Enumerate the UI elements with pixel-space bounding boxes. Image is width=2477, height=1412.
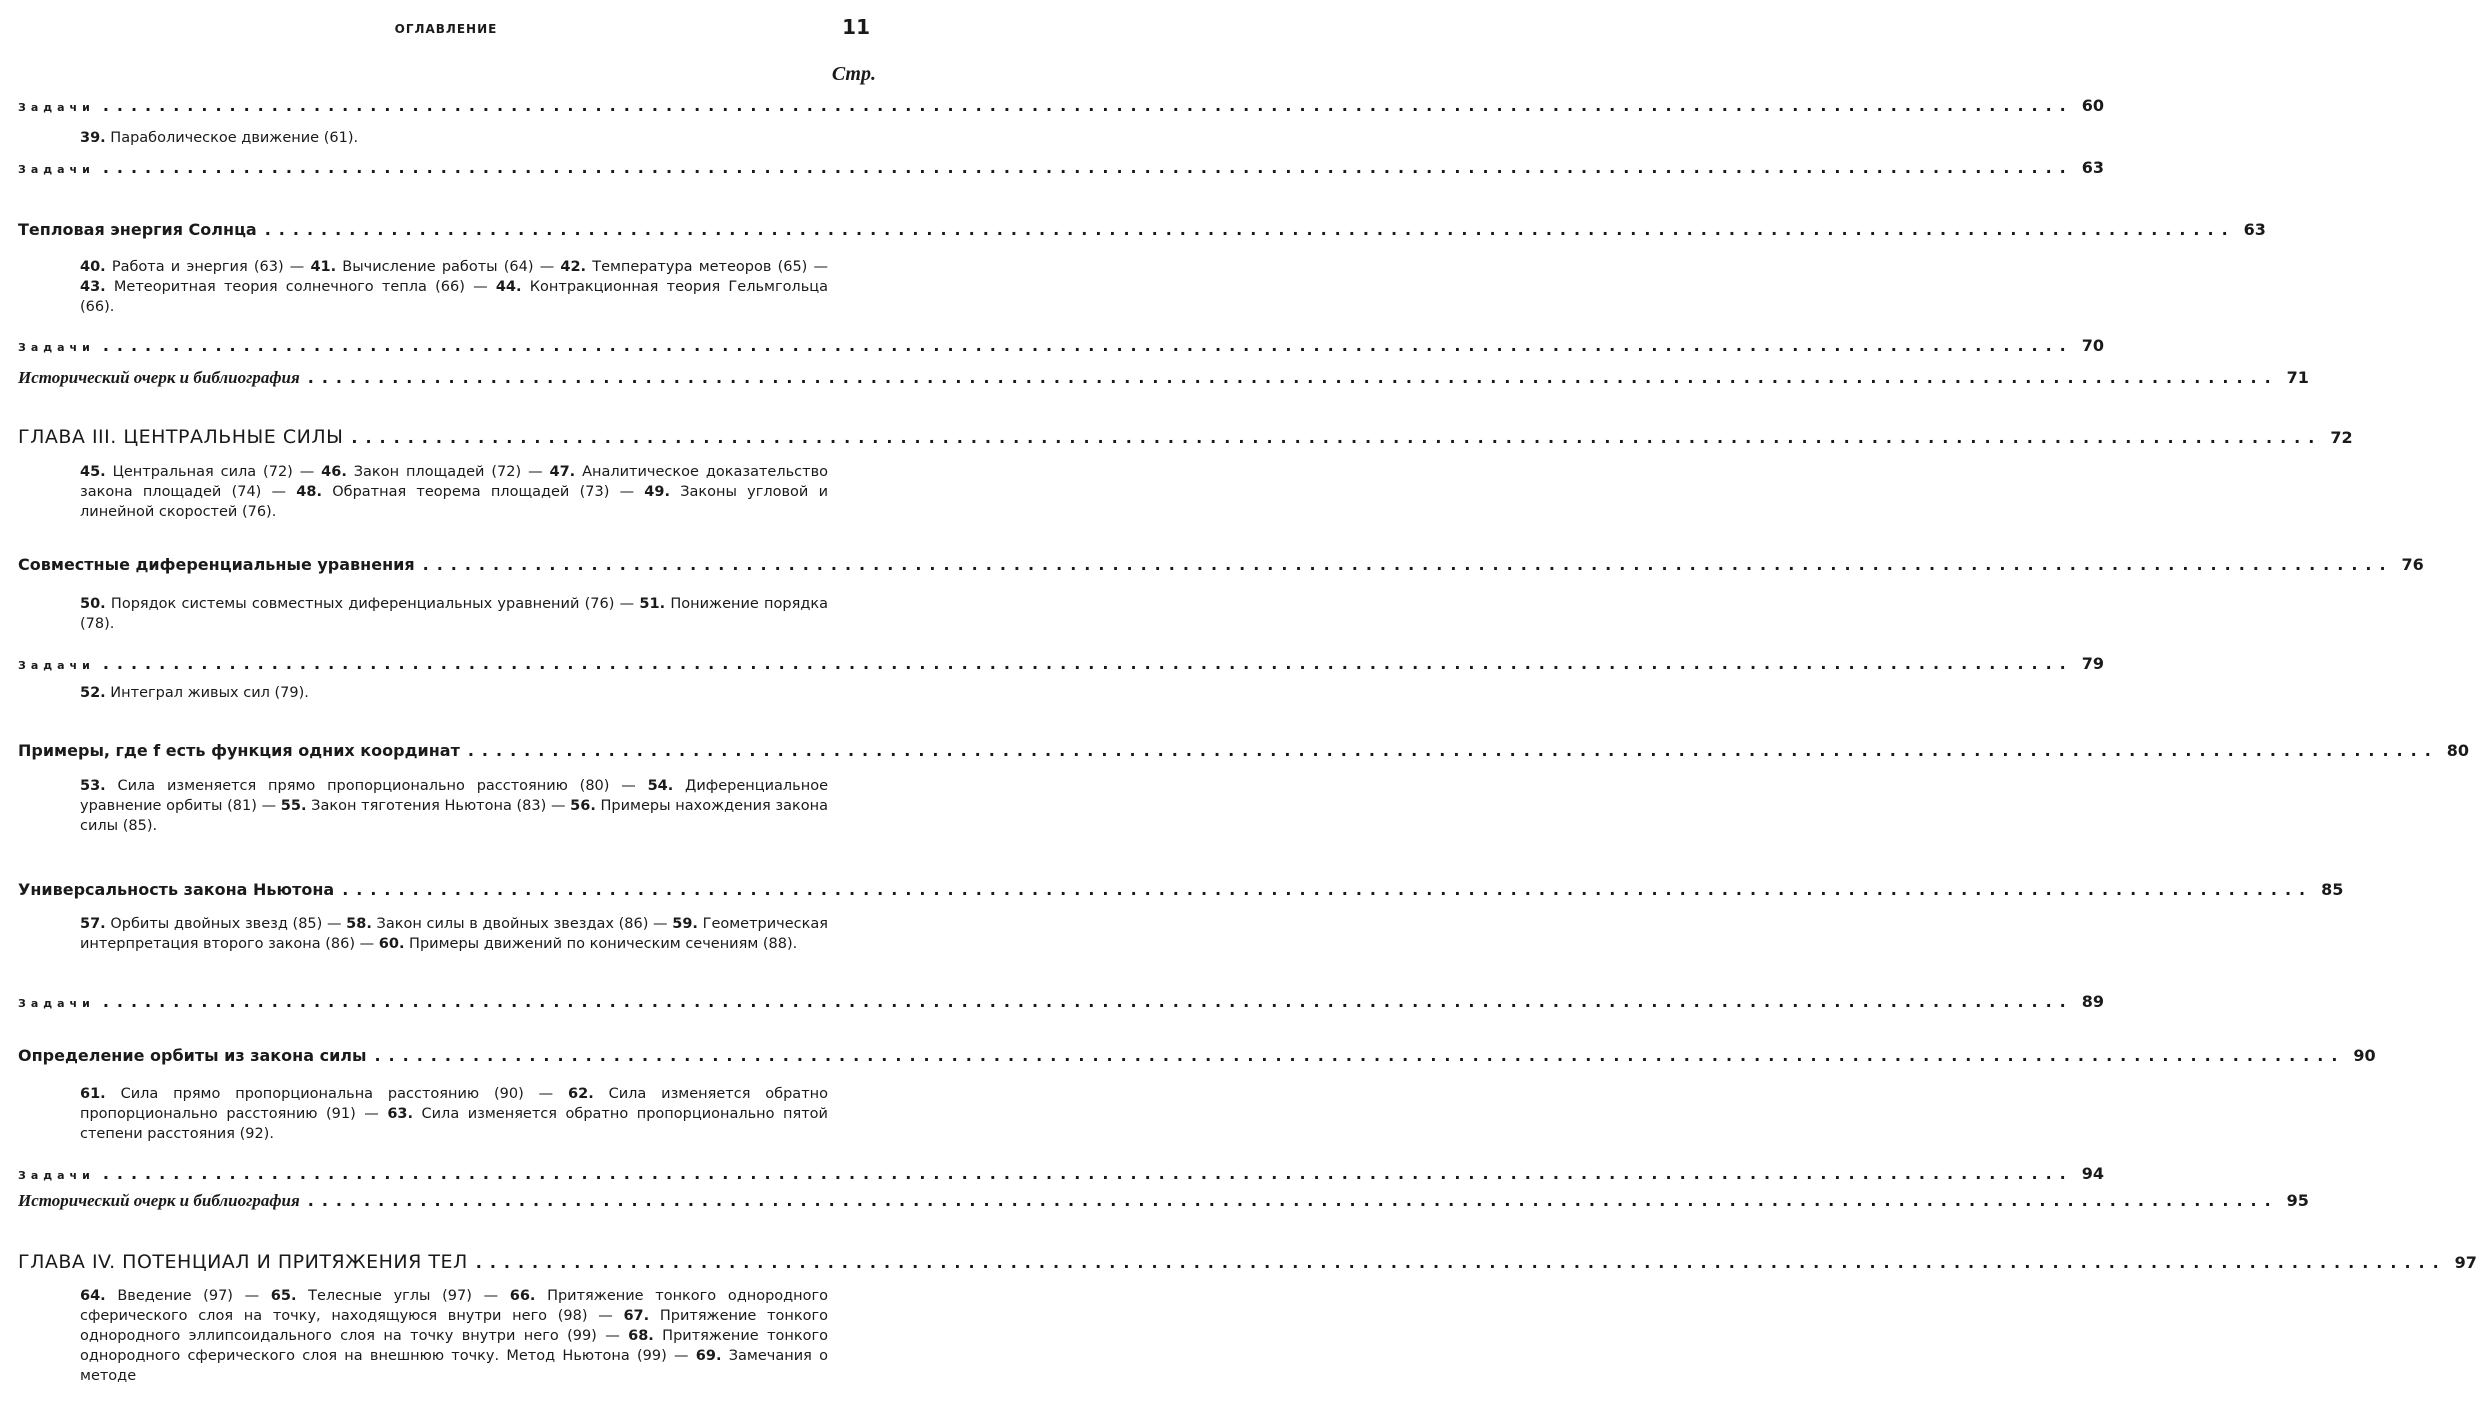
subentry-number: 63. bbox=[387, 1106, 413, 1122]
toc-entry-title: Примеры, где f есть функция одних координат bbox=[18, 741, 460, 760]
subentry-text: Контракционная теория Гельмгольца (66). bbox=[80, 279, 829, 315]
toc-entry-zadachi bbox=[18, 158, 2105, 177]
toc-entry-title: ГЛАВА III. ЦЕНТРАЛЬНЫЕ СИЛЫ bbox=[18, 426, 344, 448]
subentry-number: 54. bbox=[647, 778, 674, 794]
subentry-text: Примеры нахождения закона силы (85). bbox=[80, 798, 828, 834]
subentry-number: 62. bbox=[568, 1086, 594, 1102]
subentry-number: 53. bbox=[80, 778, 106, 794]
subentry-text: Притяжение тонкого однородного сферического слоя на точку, находящуюся внутри него (98) — bbox=[80, 1288, 829, 1324]
subentry-text: Притяжение тонкого однородного эллипсоидального слоя на точку внутри него (99) — bbox=[80, 1308, 828, 1344]
dot-leader: ............................................................................................................................................ bbox=[102, 1164, 2074, 1183]
toc-entry-page: 94 bbox=[2081, 1164, 2105, 1183]
toc-entry-zadachi bbox=[18, 1164, 2105, 1183]
subentry-text: Геометрическая интерпретация второго закона (86) — bbox=[80, 916, 828, 952]
toc-entry-title: Тепловая энергия Солнца bbox=[18, 220, 257, 239]
toc-entry-title: Определение орбиты из закона силы bbox=[18, 1046, 367, 1065]
toc-entry-zadachi bbox=[18, 336, 2105, 355]
toc-entry-history bbox=[18, 368, 2309, 388]
subentry-number: 44. bbox=[495, 279, 522, 295]
dot-leader: ............................................................................................................................................ bbox=[102, 336, 2074, 355]
page-number: 11 bbox=[842, 15, 870, 39]
subentry-number: 51. bbox=[639, 596, 666, 612]
subentry-text: Аналитическое доказательство закона площадей (74) — bbox=[80, 464, 828, 500]
subentry-number: 48. bbox=[296, 484, 322, 500]
subentry-text: Телесные углы (97) — bbox=[296, 1288, 510, 1304]
subentry-text: Примеры движений по коническим сечениям (88). bbox=[404, 936, 798, 952]
subentry-number: 43. bbox=[80, 279, 106, 295]
subentry-text: Центральная сила (72) — bbox=[105, 464, 322, 480]
toc-subentries bbox=[80, 128, 828, 148]
subentry-text: Температура метеоров (65) — bbox=[586, 259, 828, 275]
subentry-number: 60. bbox=[378, 936, 405, 952]
subentry-number: 67. bbox=[623, 1308, 650, 1324]
dot-leader: ............................................................................................................................................ bbox=[307, 1191, 2279, 1210]
toc-entry-page: 76 bbox=[2401, 555, 2424, 574]
toc-entry-page: 79 bbox=[2081, 654, 2105, 673]
running-title: ОГЛАВЛЕНИЕ bbox=[394, 22, 498, 36]
toc-entry-page: 60 bbox=[2081, 96, 2105, 115]
toc-entry-title: Задачи bbox=[18, 163, 95, 176]
toc-entry-page: 63 bbox=[2243, 220, 2266, 239]
dot-leader: ............................................................................................................................................ bbox=[102, 158, 2074, 177]
subentry-text: Сила изменяется прямо пропорционально расстоянию (80) — bbox=[105, 778, 648, 794]
subentry-text: Порядок системы совместных диференциальных уравнений (76) — bbox=[105, 596, 640, 612]
toc-entry-title: ГЛАВА IV. ПОТЕНЦИАЛ И ПРИТЯЖЕНИЯ ТЕЛ bbox=[18, 1251, 468, 1273]
toc-entry-zadachi bbox=[18, 654, 2105, 673]
subentry-number: 59. bbox=[672, 916, 698, 932]
toc-entry-section bbox=[18, 880, 2344, 899]
toc-subentries bbox=[80, 776, 828, 836]
subentry-text: Закон площадей (72) — bbox=[346, 464, 550, 480]
toc-subentries bbox=[80, 1286, 828, 1386]
subentry-number: 49. bbox=[644, 484, 670, 500]
toc-entry-section bbox=[18, 1046, 2376, 1065]
subentry-number: 69. bbox=[695, 1348, 722, 1364]
subentry-text: Сила изменяется обратно пропорционально пятой степени расстояния (92). bbox=[80, 1106, 828, 1142]
toc-entry-page: 89 bbox=[2081, 992, 2105, 1011]
subentry-number: 42. bbox=[560, 259, 587, 275]
dot-leader: ............................................................................................................................................ bbox=[102, 96, 2074, 115]
subentry-text: Вычисление работы (64) — bbox=[336, 259, 561, 275]
dot-leader: ............................................................................................................................................ bbox=[102, 654, 2074, 673]
dot-leader: ............................................................................................................................................ bbox=[475, 1253, 2447, 1272]
toc-entry-title: Исторический очерк и библиография bbox=[18, 368, 300, 387]
toc-subentries bbox=[80, 914, 828, 954]
toc-entry-chapter bbox=[18, 1251, 2477, 1273]
dot-leader: ............................................................................................................................................ bbox=[307, 368, 2279, 387]
subentry-number: 65. bbox=[270, 1288, 297, 1304]
toc-entry-section bbox=[18, 555, 2424, 574]
subentry-text: Сила прямо пропорциональна расстоянию (90) — bbox=[105, 1086, 569, 1102]
subentry-number: 57. bbox=[80, 916, 106, 932]
subentry-number: 58. bbox=[346, 916, 372, 932]
toc-entry-chapter bbox=[18, 426, 2353, 448]
subentry-text: Метеоритная теория солнечного тепла (66) — bbox=[105, 279, 496, 295]
subentry-number: 68. bbox=[628, 1328, 654, 1344]
toc-entry-page: 70 bbox=[2081, 336, 2105, 355]
subentry-number: 41. bbox=[310, 259, 337, 275]
toc-entry-title: Задачи bbox=[18, 659, 95, 672]
subentry-text: Замечания о методе bbox=[80, 1348, 828, 1384]
subentry-text: Законы угловой и линейной скоростей (76). bbox=[80, 484, 829, 520]
subentry-number: 47. bbox=[549, 464, 576, 480]
dot-leader: ............................................................................................................................................ bbox=[467, 741, 2439, 760]
subentry-number: 64. bbox=[80, 1288, 106, 1304]
subentry-text: Понижение порядка (78). bbox=[80, 596, 828, 632]
toc-entry-page: 95 bbox=[2286, 1191, 2309, 1210]
dot-leader: ............................................................................................................................................ bbox=[422, 555, 2394, 574]
subentry-number: 46. bbox=[321, 464, 347, 480]
toc-entry-title: Задачи bbox=[18, 101, 95, 114]
toc-entry-zadachi bbox=[18, 992, 2105, 1011]
toc-entry-page: 97 bbox=[2454, 1253, 2477, 1272]
subentry-text: Закон силы в двойных звездах (86) — bbox=[371, 916, 673, 932]
subentry-text: Интеграл живых сил (79). bbox=[105, 685, 309, 701]
page-column-label: Стр. bbox=[831, 63, 876, 85]
toc-subentries bbox=[80, 1084, 828, 1144]
subentry-text: Диференциальное уравнение орбиты (81) — bbox=[80, 778, 828, 814]
toc-entry-title: Задачи bbox=[18, 341, 95, 354]
dot-leader: ............................................................................................................................................ bbox=[351, 428, 2323, 447]
toc-entry-page: 71 bbox=[2286, 368, 2309, 387]
toc-entry-page: 63 bbox=[2081, 158, 2105, 177]
toc-entry-zadachi bbox=[18, 96, 2105, 115]
toc-entry-title: Совместные диференциальные уравнения bbox=[18, 555, 415, 574]
subentry-text: Закон тяготения Ньютона (83) — bbox=[306, 798, 571, 814]
toc-entry-title: Задачи bbox=[18, 997, 95, 1010]
toc-subentries bbox=[80, 257, 828, 317]
subentry-text: Орбиты двойных звезд (85) — bbox=[105, 916, 347, 932]
dot-leader: ............................................................................................................................................ bbox=[342, 880, 2314, 899]
dot-leader: ............................................................................................................................................ bbox=[102, 992, 2074, 1011]
subentry-text: Работа и энергия (63) — bbox=[105, 259, 311, 275]
toc-entry-title: Исторический очерк и библиография bbox=[18, 1191, 300, 1210]
toc-subentries bbox=[80, 683, 828, 703]
toc-entry-title: Универсальность закона Ньютона bbox=[18, 880, 335, 899]
subentry-text: Сила изменяется обратно пропорционально расстоянию (91) — bbox=[80, 1086, 828, 1122]
subentry-number: 61. bbox=[80, 1086, 106, 1102]
dot-leader: ............................................................................................................................................ bbox=[374, 1046, 2346, 1065]
subentry-number: 50. bbox=[80, 596, 106, 612]
toc-entry-history bbox=[18, 1191, 2309, 1211]
toc-entry-section bbox=[18, 741, 2470, 760]
subentry-text: Обратная теорема площадей (73) — bbox=[321, 484, 645, 500]
subentry-number: 45. bbox=[80, 464, 106, 480]
subentry-text: Введение (97) — bbox=[105, 1288, 271, 1304]
toc-entry-page: 85 bbox=[2321, 880, 2344, 899]
toc-subentries bbox=[80, 594, 828, 634]
toc-entry-title: Задачи bbox=[18, 1169, 95, 1182]
subentry-text: Параболическое движение (61). bbox=[105, 130, 359, 146]
toc-subentries bbox=[80, 462, 828, 522]
subentry-number: 55. bbox=[280, 798, 307, 814]
subentry-number: 56. bbox=[570, 798, 596, 814]
subentry-text: Притяжение тонкого однородного сферического слоя на внешнюю точку. Метод Ньютона (99) — bbox=[80, 1328, 828, 1364]
toc-entry-page: 72 bbox=[2330, 428, 2353, 447]
subentry-number: 39. bbox=[80, 130, 106, 146]
toc-entry-page: 80 bbox=[2446, 741, 2470, 760]
toc-entry-section bbox=[18, 220, 2266, 239]
subentry-number: 52. bbox=[80, 685, 106, 701]
dot-leader: ............................................................................................................................................ bbox=[264, 220, 2236, 239]
subentry-number: 66. bbox=[509, 1288, 536, 1304]
subentry-number: 40. bbox=[80, 259, 106, 275]
toc-entry-page: 90 bbox=[2353, 1046, 2376, 1065]
